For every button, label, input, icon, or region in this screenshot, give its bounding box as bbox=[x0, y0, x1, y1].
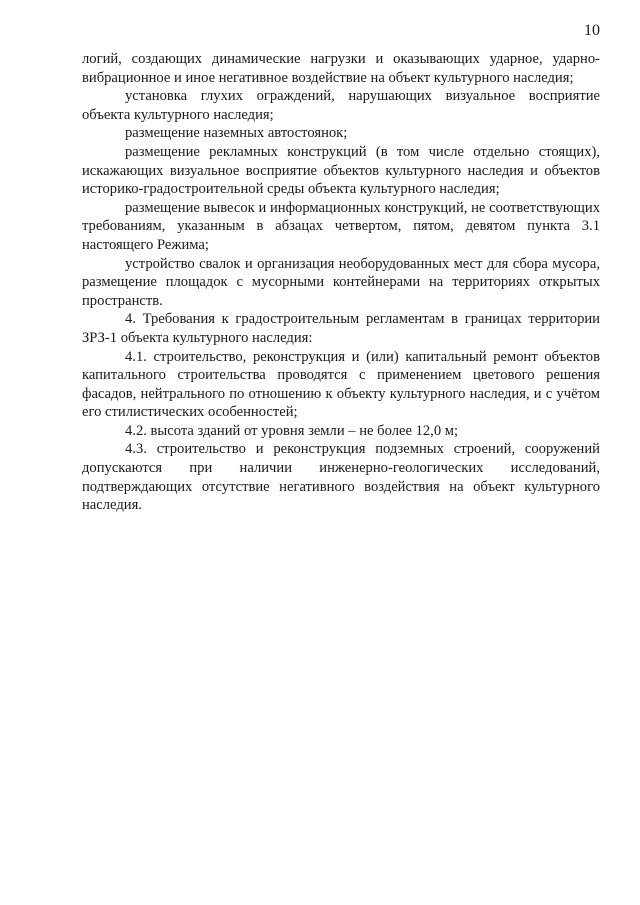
document-body bbox=[82, 50, 600, 515]
item-4-2: 4.2. высота зданий от уровня земли – не более 12,0 м; bbox=[125, 422, 459, 439]
page-number: 10 bbox=[584, 22, 600, 39]
paragraph-parking: размещение наземных автостоянок; bbox=[125, 125, 348, 142]
paragraph-continuation: логий, создающих динамические нагрузки и оказывающих ударное, ударно-вибрационное и иное негативное воздействие на объект культурного наследия; bbox=[82, 51, 600, 86]
item-4-3: 4.3. строительство и реконструкция подземных строений, сооружений допускаются при наличии инженерно-геологических исследований, подтверждающих отсутствие негативного воздействия на объект культурного наследия. bbox=[82, 441, 600, 514]
paragraph-dumps: устройство свалок и организация необорудованных мест для сбора мусора, размещение площадок с мусорными контейнерами на территориях открытых пространств. bbox=[82, 255, 600, 309]
item-4-1: 4.1. строительство, реконструкция и (или) капитальный ремонт объектов капитального строительства проводятся с применением цветового решения фасадов, нейтрального по отношению к объекту культурного наследия, и с учётом его стилистических особенностей; bbox=[82, 348, 600, 421]
paragraph-fences: установка глухих ограждений, нарушающих визуальное восприятие объекта культурного наследия; bbox=[82, 88, 600, 123]
paragraph-advertising: размещение рекламных конструкций (в том числе отдельно стоящих), искажающих визуальное восприятие объектов культурного наследия и объектов историко-градостроительной среды объекта культурного наследия; bbox=[82, 143, 600, 198]
section-4-heading: 4. Требования к градостроительным регламентам в границах территории ЗРЗ-1 объекта культурного наследия: bbox=[82, 311, 600, 346]
paragraph-signage: размещение вывесок и информационных конструкций, не соответствующих требованиям, указанным в абзацах четвертом, пятом, девятом пункта 3.1 настоящего Режима; bbox=[82, 199, 600, 253]
